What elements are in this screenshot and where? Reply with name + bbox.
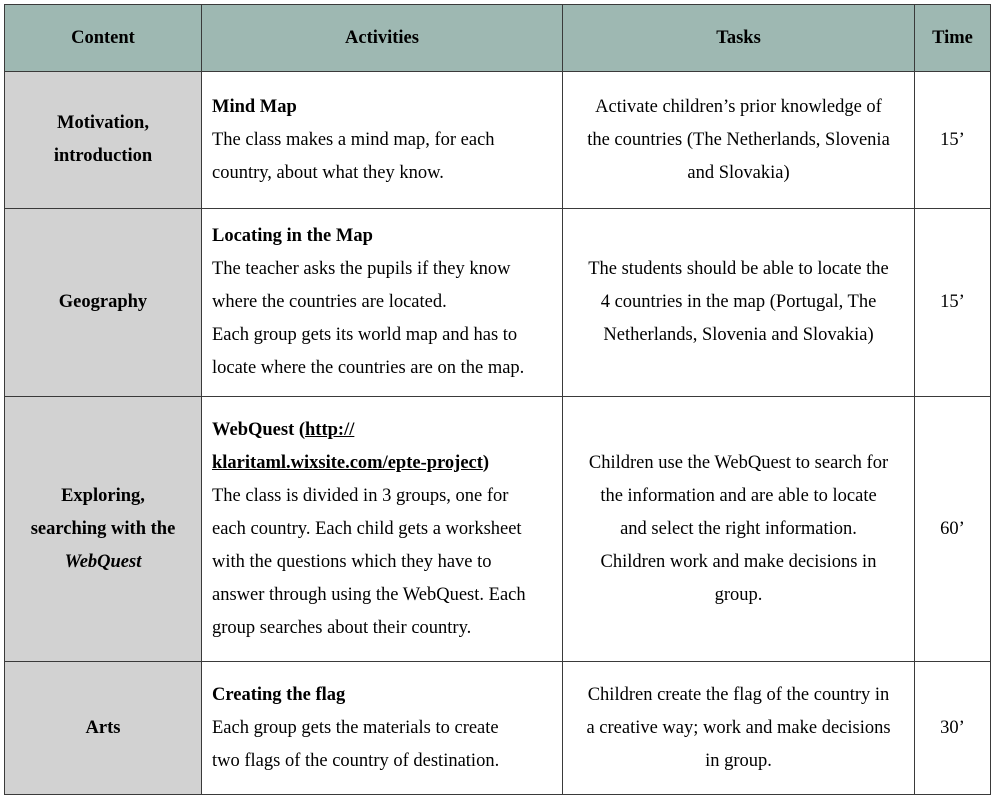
activity-cell: Locating in the Map The teacher asks the pupils if they know where the countries are located. Each group gets its world map and has to locate where the countries are on the map.	[202, 209, 563, 397]
activity-title: Creating the flag	[212, 684, 346, 705]
table-row	[5, 72, 991, 209]
time-cell: 60’	[915, 397, 991, 662]
activity-cell: Mind Map The class makes a mind map, for each country, about what they know.	[202, 72, 563, 209]
webquest-link[interactable]: http://	[305, 419, 355, 440]
lesson-plan-table	[4, 4, 991, 795]
table-row	[5, 209, 991, 397]
header-tasks: Tasks	[563, 5, 915, 72]
content-cell: Motivation, introduction	[5, 72, 202, 209]
content-cell: Exploring, searching with the WebQuest	[5, 397, 202, 662]
task-cell: Children use the WebQuest to search for the information and are able to locate and select the right information. Children work and make decisions in group.	[563, 397, 915, 662]
activity-title: Locating in the Map	[212, 226, 373, 246]
activity-cell: Creating the flag Each group gets the materials to create two flags of the country of destination.	[202, 662, 563, 795]
time-cell: 30’	[915, 662, 991, 795]
header-time: Time	[915, 5, 991, 72]
activity-cell: WebQuest (http:// klaritaml.wixsite.com/epte-project) The class is divided in 3 groups, one for each country. Each child gets a worksheet with the questions which they have to answer through using the WebQuest. Each group searches about their country.	[202, 397, 563, 662]
task-cell: Activate children’s prior knowledge of the countries (The Netherlands, Slovenia and Slovakia)	[563, 72, 915, 209]
task-cell: The students should be able to locate the 4 countries in the map (Portugal, The Netherlands, Slovenia and Slovakia)	[563, 209, 915, 397]
header-content: Content	[5, 5, 202, 72]
table-row	[5, 662, 991, 795]
time-cell: 15’	[915, 72, 991, 209]
activity-title: WebQuest (http://	[212, 419, 355, 440]
task-cell: Children create the flag of the country in a creative way; work and make decisions in group.	[563, 662, 915, 795]
activity-title: Mind Map	[212, 96, 297, 117]
table-row	[5, 397, 991, 662]
header-activities: Activities	[202, 5, 563, 72]
content-cell: Arts	[5, 662, 202, 795]
content-cell: Geography	[5, 209, 202, 397]
header-row	[5, 5, 991, 72]
webquest-link-continued[interactable]: klaritaml.wixsite.com/epte-project	[212, 452, 483, 473]
time-cell: 15’	[915, 209, 991, 397]
lesson-plan-table-wrapper	[4, 4, 991, 795]
